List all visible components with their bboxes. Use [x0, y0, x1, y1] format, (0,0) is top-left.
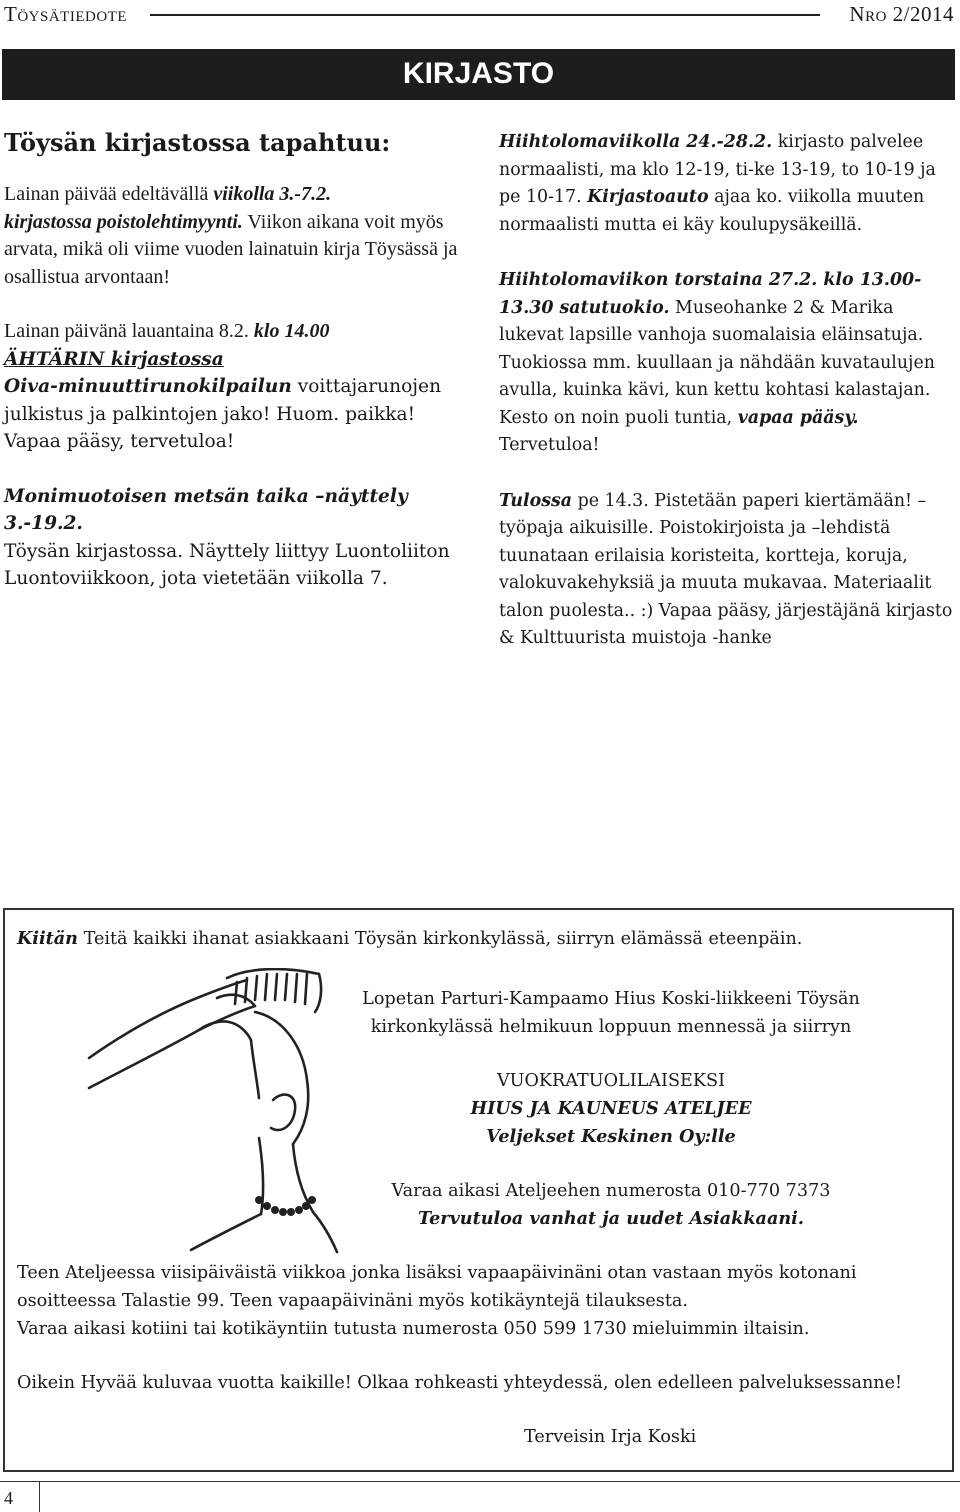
right-paragraph-2: [499, 267, 959, 460]
left-paragraph-2: [4, 318, 474, 456]
r2-free: vapaa pääsy.: [737, 407, 859, 428]
right-paragraph-3: [499, 488, 959, 653]
section-banner: [2, 49, 955, 100]
left-paragraph-1: [4, 181, 474, 291]
r2-text: Museohanke 2 & Marika lukevat lapsille vanhoja suomalaisia eläinsatuja. Tuokiossa mm. kuullaan ja nähdään kuvataulujen avulla, kuinka kävi, kun kettu kohtasi kalastajan. Kesto on noin puoli tuntia,: [499, 297, 935, 428]
r3-coming: Tulossa: [499, 490, 573, 511]
right-column: [499, 129, 959, 653]
p1-dates: viikolla 3.-7.2.: [213, 183, 332, 205]
r2-welcome: Tervetuloa!: [499, 435, 600, 455]
r1-week: Hiihtolomaviikolla 24.-28.2.: [499, 132, 773, 152]
ad-line-8: Tervutuloa vanhat ja uudet Asiakkaani.: [418, 1208, 804, 1229]
p3-exhibition: Monimuotoisen metsän taika –näyttely 3.-19.2.: [4, 485, 408, 534]
p3-rest: Töysän kirjastossa. Näyttely liittyy Luontoliiton Luontoviikkoon, jota vietetään viikolla 7.: [4, 540, 450, 589]
ad-line-7: Varaa aikasi Ateljeehen numerosta 010-770 7373: [391, 1181, 831, 1201]
p1-event: kirjastossa poistolehtimyynti.: [4, 210, 243, 233]
ad-thanks: [17, 926, 947, 952]
p2-date: Lainan päivänä lauantaina 8.2.: [4, 320, 254, 342]
publication-name: Töysätiedote: [4, 2, 127, 26]
ad-line-11: Varaa aikasi kotiini tai kotikäyntiin tutusta numerosta 050 599 1730 mieluimmin iltaisin.: [17, 1319, 810, 1339]
r1-bookmobile: Kirjastoauto: [587, 187, 709, 207]
ad-line-10: osoitteessa Talastie 99. Teen vapaapäivinäni myös kotikäyntejä tilauksesta.: [17, 1291, 688, 1311]
p2-contest: Oiva-minuuttirunokilpailun: [4, 376, 292, 397]
issue-number: Nro 2/2014: [849, 2, 954, 26]
ad-line-3: kirkonkylässä helmikuun loppuun mennessä ja siirryn: [370, 1017, 852, 1037]
ad-line-2: Lopetan Parturi-Kampaamo Hius Koski-liikkeeni Töysän: [362, 989, 860, 1009]
hairdresser-illustration: [87, 968, 347, 1258]
ad-thanks-text: Teitä kaikki ihanat asiakkaani Töysän kirkonkylässä, siirryn elämässä eteenpäin.: [77, 929, 803, 949]
ad-line-12: Oikein Hyvää kuluvaa vuotta kaikille! Olkaa rohkeasti yhteydessä, olen edelleen palveluksessanne!: [17, 1373, 903, 1393]
page-number: 4: [4, 1488, 13, 1508]
left-column: [4, 128, 474, 593]
p1-text: Lainan päivää edeltävällä: [4, 183, 214, 205]
footer-rule: [0, 1481, 960, 1482]
r2-storytime: Hiihtolomaviikon torstaina 27.2. klo 13.00-13.30 satutuokio.: [499, 270, 922, 318]
ad-line-6: Veljekset Keskinen Oy:lle: [486, 1126, 736, 1147]
left-heading: Töysän kirjastossa tapahtuu:: [4, 128, 391, 157]
ad-line-4: VUOKRATUOLILAISEKSI: [496, 1071, 726, 1091]
left-paragraph-3: [4, 483, 474, 593]
ad-line-5: HIUS JA KAUNEUS ATELJEE: [470, 1098, 752, 1119]
ad-line-9: Teen Ateljeessa viisipäiväistä viikkoa jonka lisäksi vapaapäivinäni otan vastaan myös kotonani: [17, 1263, 857, 1283]
advertisement-box: [3, 908, 954, 1472]
r1-hours: kirjasto palvelee normaalisti, ma klo 12-19, ti-ke 13-19, to 10-19 ja pe 10-17.: [499, 132, 936, 207]
r1-rest: ajaa ko. viikolla muuten normaalisti mutta ei käy koulupysäkeillä.: [499, 187, 925, 235]
right-paragraph-1: [499, 129, 959, 239]
header-rule: [150, 14, 820, 16]
ad-thanks-word: Kiitän: [17, 928, 78, 949]
p1-rest: Viikon aikana voit myös arvata, mikä oli viime vuoden lainatuin kirja Töysässä ja osallistua arvontaan!: [4, 210, 458, 288]
ad-signature: Terveisin Irja Koski: [524, 1427, 697, 1447]
p2-time: klo 14.00: [253, 320, 330, 342]
p2-rest: voittajarunojen julkistus ja palkintojen jako! Huom. paikka! Vapaa pääsy, tervetuloa!: [4, 376, 442, 452]
section-title: KIRJASTO: [402, 57, 555, 90]
r3-text: pe 14.3. Pistetään paperi kiertämään! –työpaja aikuisille. Poistokirjoista ja –lehdistä tuunataan erilaisia koristeita, kortteja, koruja, valokuvakehyksiä ja muuta mukavaa. Materiaalit talon puolesta.. :) Vapaa pääsy, järjestäjänä kirjasto & Kulttuurista muistoja -hanke: [499, 490, 953, 648]
p2-location: ÄHTÄRIN kirjastossa: [4, 348, 224, 370]
footer-divider: [39, 1481, 40, 1512]
